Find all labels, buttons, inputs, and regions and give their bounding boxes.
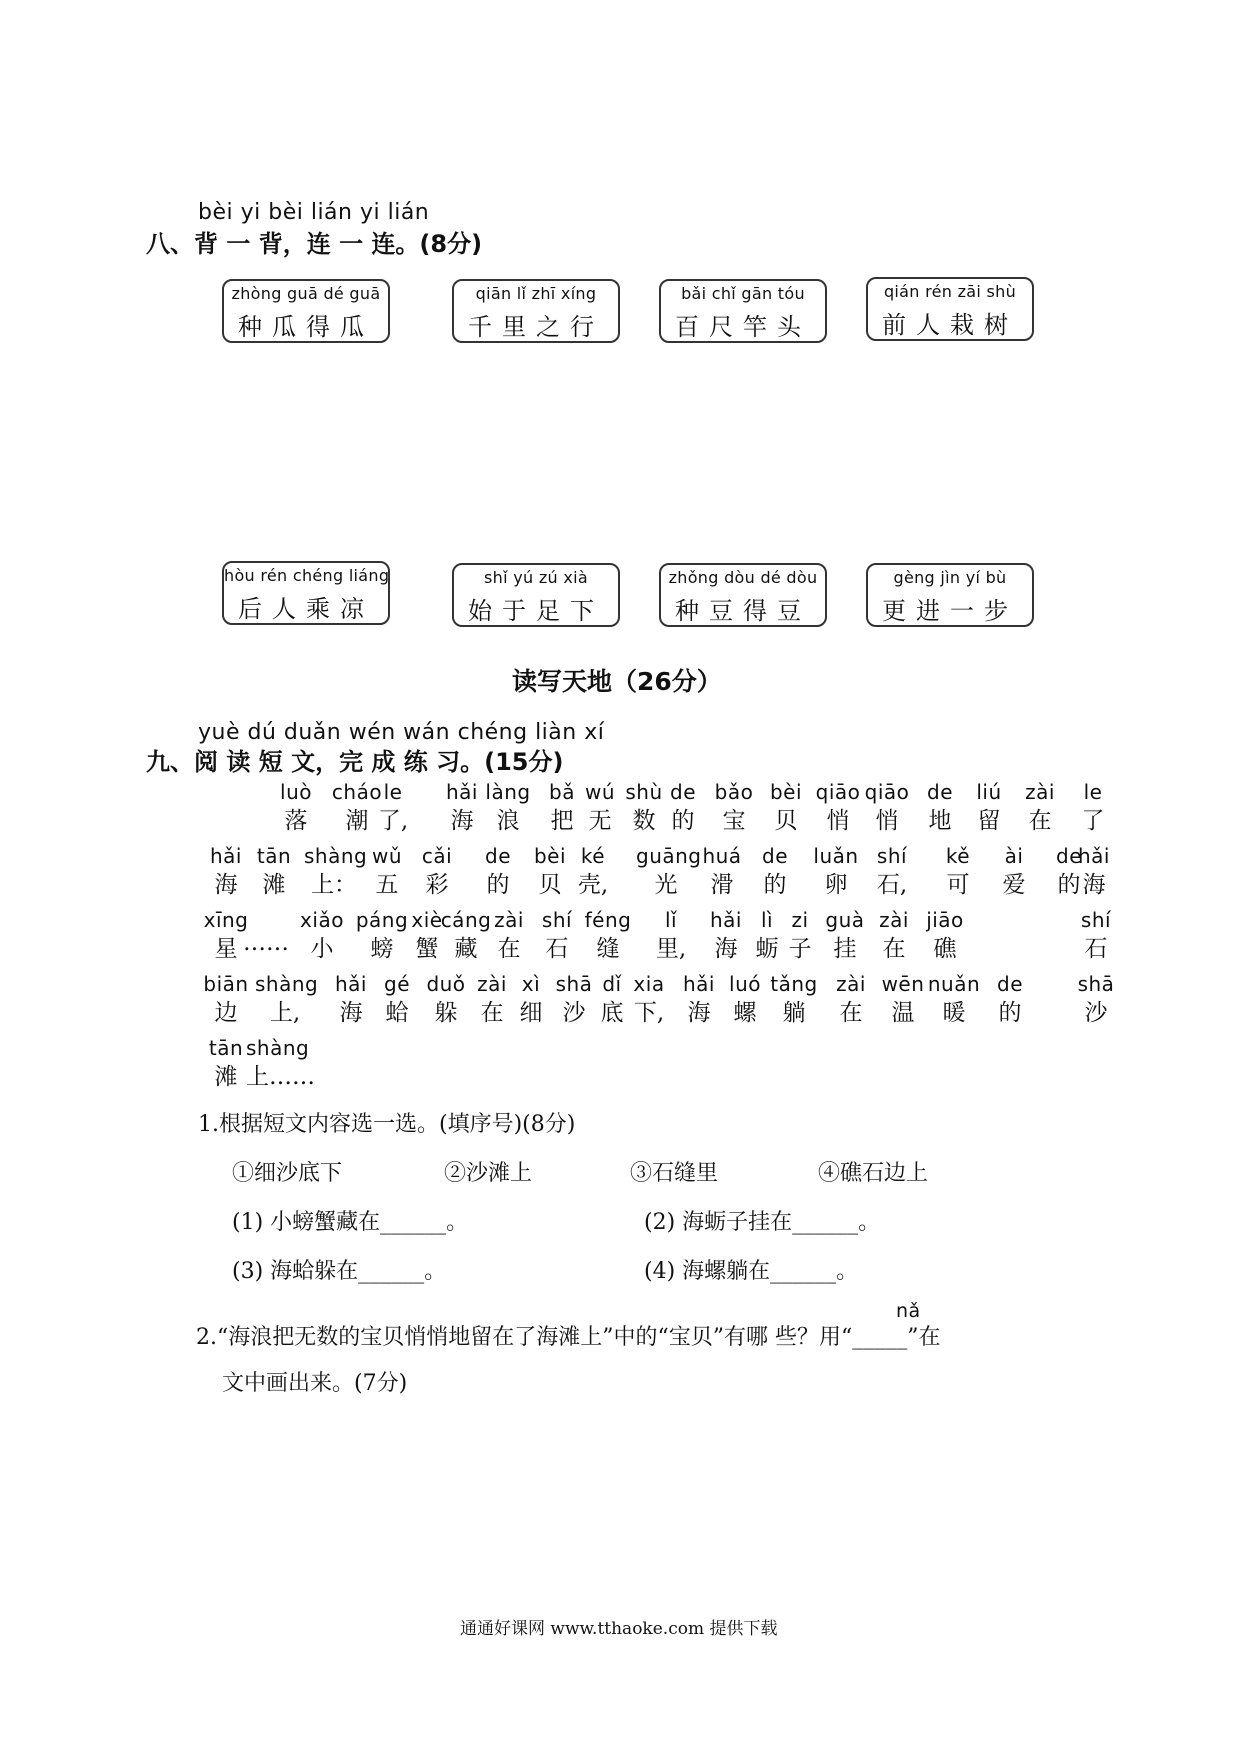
q9-title: 九、阅 读 短 文，完 成 练 习。(15分) bbox=[146, 748, 564, 776]
passage-hanzi: 宝 bbox=[722, 808, 746, 834]
card-pinyin: zhòng guā dé guā bbox=[231, 284, 381, 303]
passage-hanzi: 贝 bbox=[538, 872, 562, 898]
passage-pinyin: cǎi bbox=[421, 844, 453, 868]
passage-pinyin: bǎ bbox=[549, 780, 575, 804]
passage-hanzi: 暖 bbox=[942, 1000, 966, 1026]
passage-hanzi: 里, bbox=[655, 936, 687, 962]
passage-pinyin: wēn bbox=[881, 972, 925, 996]
passage-hanzi: 的 bbox=[486, 872, 510, 898]
passage-hanzi: 悄 bbox=[875, 808, 899, 834]
passage-pinyin: luó bbox=[729, 972, 761, 996]
passage-hanzi: 五 bbox=[375, 872, 399, 898]
card-hanzi: 百尺竿头 bbox=[675, 313, 811, 341]
passage-hanzi: 细 bbox=[519, 1000, 543, 1026]
sub1-title: 1.根据短文内容选一选。(填序号)(8分) bbox=[198, 1112, 576, 1137]
passage-pinyin: cháo bbox=[331, 780, 383, 804]
fill-blank-item[interactable]: (2) 海蛎子挂在______。 bbox=[644, 1210, 881, 1235]
passage-hanzi: 爱 bbox=[1002, 872, 1026, 898]
passage-hanzi: 蟹 bbox=[415, 936, 439, 962]
passage-hanzi: 浪 bbox=[496, 808, 520, 834]
passage-hanzi: 在 bbox=[480, 1000, 504, 1026]
passage-pinyin: hǎi bbox=[446, 780, 478, 804]
passage-pinyin: xì bbox=[521, 972, 541, 996]
passage-hanzi: 躺 bbox=[782, 1000, 806, 1026]
passage-pinyin: duǒ bbox=[426, 972, 466, 996]
passage-hanzi: 小 bbox=[310, 936, 334, 962]
passage-pinyin: lǐ bbox=[664, 908, 678, 932]
passage-hanzi: 悄 bbox=[826, 808, 850, 834]
passage-pinyin: tǎng bbox=[770, 972, 818, 996]
passage-pinyin: zài bbox=[494, 908, 524, 932]
option-3: ③石缝里 bbox=[630, 1161, 719, 1186]
passage-pinyin: luǎn bbox=[813, 844, 859, 868]
na-pinyin: nǎ bbox=[896, 1300, 921, 1322]
passage-hanzi: 挂 bbox=[833, 936, 857, 962]
card-pinyin: hòu rén chéng liáng bbox=[224, 566, 390, 585]
idiom-card[interactable] bbox=[222, 279, 390, 343]
fill-blank-item[interactable]: (1) 小螃蟹藏在______。 bbox=[232, 1210, 469, 1235]
fill-blank-item[interactable]: (4) 海螺躺在______。 bbox=[644, 1259, 859, 1284]
passage-hanzi: 滩 bbox=[214, 1064, 238, 1090]
passage-pinyin: hǎi bbox=[710, 908, 742, 932]
passage-hanzi: 螃 bbox=[370, 936, 394, 962]
card-hanzi: 千里之行 bbox=[468, 313, 604, 341]
passage-pinyin: de bbox=[670, 780, 696, 804]
passage-pinyin: shàng bbox=[246, 1036, 310, 1060]
footer-credit: 通通好课网 www.tthaoke.com 提供下载 bbox=[460, 1619, 778, 1639]
passage-hanzi: 在 bbox=[882, 936, 906, 962]
passage-pinyin: shí bbox=[541, 908, 573, 932]
passage-pinyin: luò bbox=[280, 780, 312, 804]
passage-pinyin: shí bbox=[876, 844, 908, 868]
passage-hanzi: 上, bbox=[269, 1000, 301, 1026]
passage-hanzi: 光 bbox=[654, 872, 678, 898]
sub2-line2: 文中画出来。(7分) bbox=[222, 1371, 408, 1396]
passage-pinyin: làng bbox=[485, 780, 531, 804]
passage-hanzi: 的 bbox=[763, 872, 787, 898]
idiom-card[interactable] bbox=[659, 279, 827, 343]
passage-hanzi: 温 bbox=[891, 1000, 915, 1026]
card-pinyin: gèng jìn yí bù bbox=[893, 568, 1007, 587]
idiom-card[interactable] bbox=[659, 563, 827, 627]
passage-hanzi: 卵 bbox=[824, 872, 848, 898]
passage-pinyin: hǎi bbox=[1078, 844, 1110, 868]
passage-hanzi: 星 bbox=[214, 936, 238, 962]
passage-pinyin: féng bbox=[584, 908, 632, 932]
passage-pinyin: wú bbox=[584, 780, 616, 804]
passage-hanzi: 了 bbox=[1081, 808, 1105, 834]
card-hanzi: 前人栽树 bbox=[882, 311, 1018, 339]
passage-hanzi: 蛎 bbox=[755, 936, 779, 962]
passage-hanzi: 石 bbox=[1084, 936, 1108, 962]
passage-hanzi: 躲 bbox=[434, 1000, 458, 1026]
passage-pinyin: shù bbox=[625, 780, 663, 804]
passage-pinyin: lì bbox=[760, 908, 774, 932]
passage-pinyin: nuǎn bbox=[927, 972, 981, 996]
card-hanzi: 始于足下 bbox=[468, 597, 604, 625]
passage-pinyin: bèi bbox=[533, 844, 567, 868]
passage-pinyin: guà bbox=[825, 908, 865, 932]
option-2: ②沙滩上 bbox=[444, 1161, 533, 1186]
passage-pinyin: shí bbox=[1080, 908, 1112, 932]
passage-hanzi: 海 bbox=[450, 808, 474, 834]
passage-hanzi: 上： bbox=[311, 872, 357, 898]
card-pinyin: qián rén zāi shù bbox=[883, 282, 1017, 301]
passage-hanzi: 滑 bbox=[710, 872, 734, 898]
passage-hanzi: 可 bbox=[946, 872, 970, 898]
passage-hanzi: 在 bbox=[839, 1000, 863, 1026]
passage-hanzi: …… bbox=[243, 930, 289, 956]
passage-hanzi: 潮 bbox=[345, 808, 369, 834]
passage-pinyin: zài bbox=[836, 972, 866, 996]
passage-pinyin: shàng bbox=[304, 844, 368, 868]
passage-hanzi: 边 bbox=[214, 1000, 238, 1026]
passage-hanzi: 子 bbox=[788, 936, 812, 962]
passage-pinyin: de bbox=[762, 844, 788, 868]
passage-hanzi: 石 bbox=[545, 936, 569, 962]
passage-hanzi: 上…… bbox=[246, 1064, 315, 1090]
card-hanzi: 后人乘凉 bbox=[238, 595, 374, 623]
passage-pinyin: biān bbox=[203, 972, 249, 996]
passage-pinyin: xiè bbox=[411, 908, 443, 932]
passage-pinyin: dǐ bbox=[602, 972, 622, 996]
passage-pinyin: jiāo bbox=[926, 908, 964, 932]
section-title: 读写天地（26分） bbox=[512, 667, 722, 696]
passage-hanzi: 数 bbox=[632, 808, 656, 834]
q9-pinyin: yuè dú duǎn wén wán chéng liàn xí bbox=[198, 720, 605, 745]
passage-hanzi: 在 bbox=[497, 936, 521, 962]
passage-hanzi: 的 bbox=[998, 1000, 1022, 1026]
passage-hanzi: 壳, bbox=[577, 872, 609, 898]
passage-pinyin: le bbox=[1083, 780, 1103, 804]
passage-hanzi: 沙 bbox=[562, 1000, 586, 1026]
passage-pinyin: shàng bbox=[255, 972, 319, 996]
idiom-card[interactable] bbox=[222, 561, 390, 625]
passage-hanzi: 在 bbox=[1028, 808, 1052, 834]
passage-pinyin: cáng bbox=[440, 908, 492, 932]
q8-pinyin: bèi yi bèi lián yi lián bbox=[198, 200, 430, 225]
passage-hanzi: 彩 bbox=[425, 872, 449, 898]
passage-pinyin: qiāo bbox=[864, 780, 910, 804]
passage-hanzi: 底 bbox=[600, 1000, 624, 1026]
passage-pinyin: kě bbox=[945, 844, 971, 868]
passage-hanzi: 下, bbox=[633, 1000, 665, 1026]
passage-pinyin: huá bbox=[702, 844, 742, 868]
passage-hanzi: 落 bbox=[284, 808, 308, 834]
passage-hanzi: 海 bbox=[339, 1000, 363, 1026]
option-1: ①细沙底下 bbox=[232, 1161, 343, 1186]
passage-hanzi: 缝 bbox=[596, 936, 620, 962]
passage-pinyin: ài bbox=[1004, 844, 1024, 868]
passage-pinyin: hǎi bbox=[683, 972, 715, 996]
passage-pinyin: zài bbox=[879, 908, 909, 932]
fill-blank-item[interactable]: (3) 海蛤躲在______。 bbox=[232, 1259, 447, 1284]
passage-hanzi: 海 bbox=[687, 1000, 711, 1026]
passage-hanzi: 的 bbox=[671, 808, 695, 834]
passage-hanzi: 螺 bbox=[733, 1000, 757, 1026]
passage-hanzi: 海 bbox=[214, 872, 238, 898]
passage-pinyin: zi bbox=[791, 908, 809, 932]
passage-pinyin: qiāo bbox=[815, 780, 861, 804]
option-4: ④礁石边上 bbox=[818, 1161, 929, 1186]
card-hanzi: 种瓜得瓜 bbox=[238, 313, 374, 341]
passage-pinyin: le bbox=[383, 780, 403, 804]
passage-hanzi: 蛤 bbox=[385, 1000, 409, 1026]
passage-hanzi: 滩 bbox=[262, 872, 286, 898]
passage-pinyin: páng bbox=[355, 908, 409, 932]
passage-hanzi: 贝 bbox=[774, 808, 798, 834]
card-pinyin: bǎi chǐ gān tóu bbox=[681, 284, 805, 303]
passage-pinyin: bǎo bbox=[714, 780, 754, 804]
passage-hanzi: 留 bbox=[977, 808, 1001, 834]
passage-hanzi: 礁 bbox=[933, 936, 957, 962]
idiom-card[interactable] bbox=[866, 277, 1034, 341]
passage-pinyin: zài bbox=[1025, 780, 1055, 804]
card-pinyin: shǐ yú zú xià bbox=[484, 568, 588, 587]
passage-pinyin: shā bbox=[555, 972, 593, 996]
passage-pinyin: hǎi bbox=[210, 844, 242, 868]
passage-pinyin: de bbox=[997, 972, 1023, 996]
passage-pinyin: de bbox=[927, 780, 953, 804]
q8-title: 八、背 一 背，连 一 连。(8分) bbox=[146, 230, 483, 258]
passage-pinyin: tān bbox=[256, 844, 292, 868]
passage-hanzi: 的 bbox=[1057, 872, 1081, 898]
passage-hanzi: 海 bbox=[1082, 872, 1106, 898]
passage-hanzi: 无 bbox=[588, 808, 612, 834]
passage-hanzi: 把 bbox=[550, 808, 574, 834]
passage-pinyin: gé bbox=[384, 972, 410, 996]
passage-hanzi: 沙 bbox=[1084, 1000, 1108, 1026]
card-hanzi: 种豆得豆 bbox=[675, 597, 811, 625]
card-hanzi: 更进一步 bbox=[882, 597, 1018, 625]
passage-pinyin: hǎi bbox=[335, 972, 367, 996]
passage-pinyin: xia bbox=[633, 972, 665, 996]
passage-hanzi: 了, bbox=[377, 808, 409, 834]
passage-pinyin: xiǎo bbox=[300, 908, 344, 932]
passage-pinyin: liú bbox=[976, 780, 1002, 804]
idiom-card[interactable] bbox=[866, 563, 1034, 627]
passage-pinyin: zài bbox=[477, 972, 507, 996]
passage-hanzi: 藏 bbox=[454, 936, 478, 962]
sub2-line1[interactable]: 2.“海浪把无数的宝贝悄悄地留在了海滩上”中的“宝贝”有哪 些？用“_____”在 bbox=[196, 1325, 941, 1350]
passage-pinyin: ké bbox=[580, 844, 606, 868]
passage-pinyin: wǔ bbox=[371, 844, 403, 868]
passage-pinyin: xīng bbox=[203, 908, 249, 932]
card-pinyin: zhǒng dòu dé dòu bbox=[668, 568, 818, 587]
idiom-card[interactable] bbox=[452, 563, 620, 627]
passage-pinyin: guāng bbox=[636, 844, 702, 868]
card-pinyin: qiān lǐ zhī xíng bbox=[475, 284, 597, 303]
passage-pinyin: de bbox=[485, 844, 511, 868]
passage-hanzi: 地 bbox=[928, 808, 952, 834]
passage-pinyin: de bbox=[1056, 844, 1082, 868]
passage-pinyin: shā bbox=[1077, 972, 1115, 996]
idiom-card[interactable] bbox=[452, 279, 620, 343]
passage-hanzi: 海 bbox=[714, 936, 738, 962]
passage-hanzi: 石, bbox=[876, 872, 908, 898]
passage-pinyin: bèi bbox=[769, 780, 803, 804]
passage-pinyin: tān bbox=[208, 1036, 244, 1060]
